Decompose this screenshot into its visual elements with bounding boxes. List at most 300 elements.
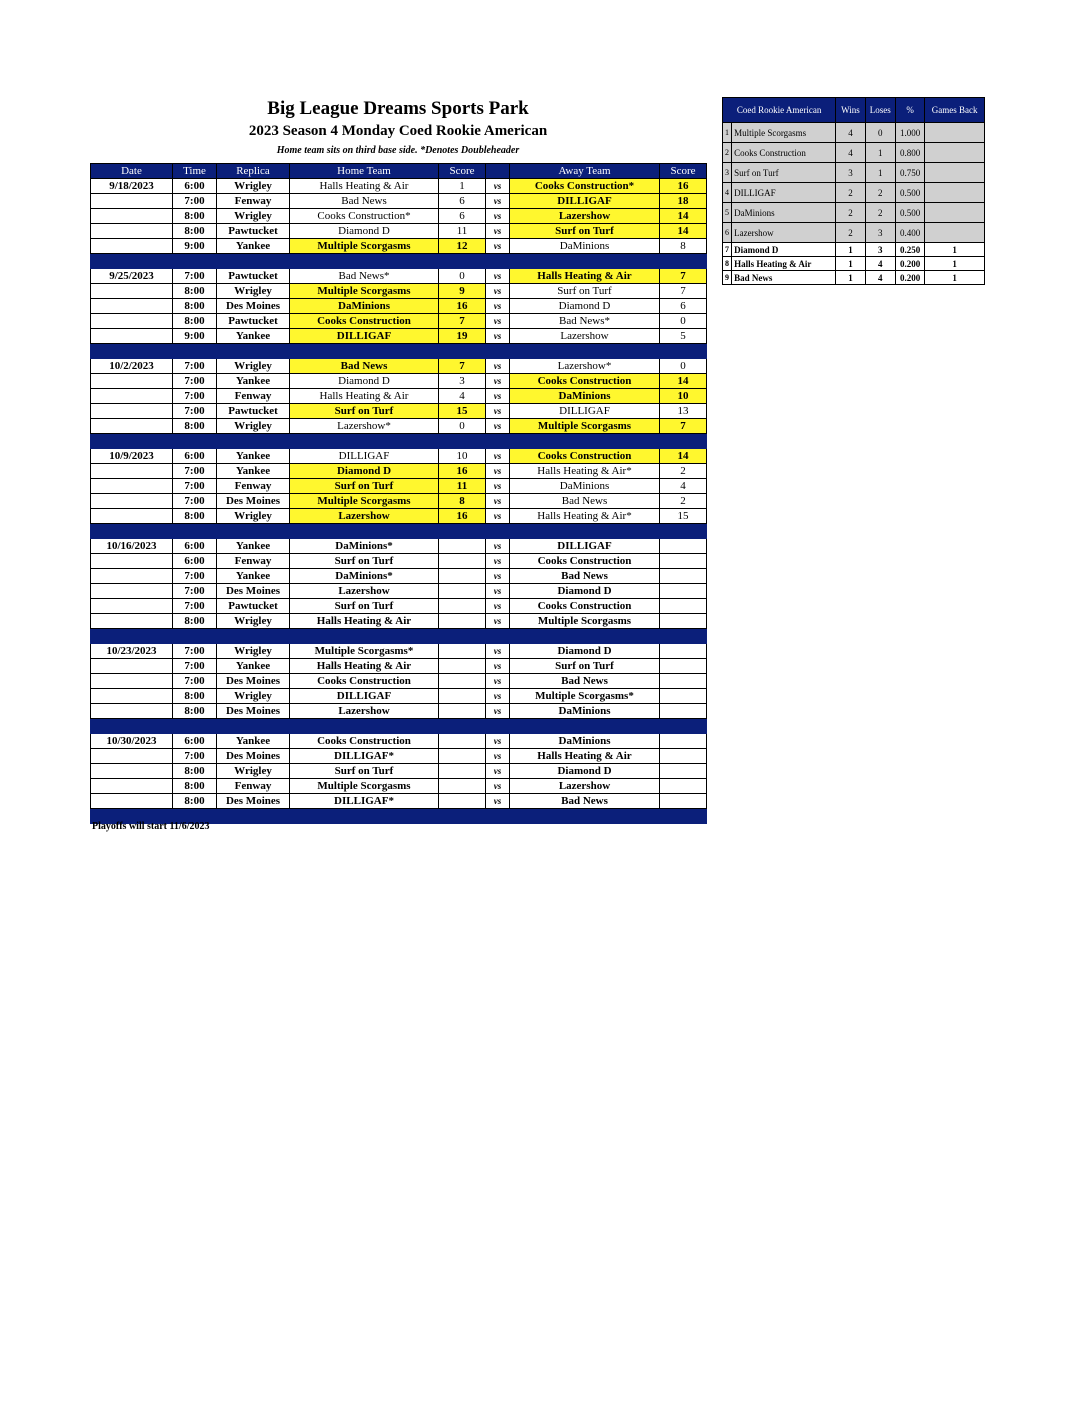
vs-label: vs: [486, 209, 510, 224]
park-title: Big League Dreams Sports Park: [267, 98, 529, 119]
separator-cell: [173, 434, 217, 449]
separator-cell: [173, 719, 217, 734]
game-row: [91, 224, 707, 239]
home-score: 12: [439, 239, 486, 254]
home-score: [439, 764, 486, 779]
game-field: Pawtucket: [217, 404, 290, 419]
game-row: [91, 764, 707, 779]
home-score: 11: [439, 479, 486, 494]
standings-team: Cooks Construction: [732, 143, 836, 163]
standings-pct: 0.250: [895, 243, 924, 257]
game-time: 8:00: [173, 794, 217, 809]
col-away-score: Score: [660, 164, 707, 179]
home-team: Lazershow: [290, 584, 439, 599]
game-date: [91, 284, 173, 299]
away-score: [660, 674, 707, 689]
standings-row: [723, 223, 985, 243]
game-row: [91, 479, 707, 494]
home-score: 16: [439, 464, 486, 479]
home-score: 16: [439, 509, 486, 524]
standings-pct: 0.200: [895, 271, 924, 285]
separator-cell: [290, 629, 439, 644]
vs-label: vs: [486, 194, 510, 209]
home-score: 10: [439, 449, 486, 464]
away-score: 13: [660, 404, 707, 419]
away-score: 5: [660, 329, 707, 344]
separator-cell: [217, 344, 290, 359]
game-row: [91, 374, 707, 389]
game-row: [91, 239, 707, 254]
standings-rank: 8: [723, 257, 732, 271]
game-date: [91, 509, 173, 524]
game-row: [91, 464, 707, 479]
home-score: [439, 539, 486, 554]
away-team: Diamond D: [510, 644, 660, 659]
game-row: [91, 644, 707, 659]
game-date: [91, 329, 173, 344]
home-score: [439, 689, 486, 704]
away-team: Surf on Turf: [510, 224, 660, 239]
home-team-note: Home team sits on third base side. *Denotes Doubleheader: [276, 145, 520, 156]
separator-cell: [486, 344, 510, 359]
vs-label: vs: [486, 389, 510, 404]
week-separator: [91, 524, 707, 539]
game-field: Yankee: [217, 569, 290, 584]
standings-games-back: 1: [925, 243, 985, 257]
away-score: 14: [660, 374, 707, 389]
game-date: [91, 494, 173, 509]
home-team: Cooks Construction*: [290, 209, 439, 224]
game-row: [91, 569, 707, 584]
game-time: 7:00: [173, 494, 217, 509]
game-date: [91, 704, 173, 719]
col-away-team: Away Team: [510, 164, 660, 179]
home-score: [439, 779, 486, 794]
standings-wins: 1: [836, 243, 865, 257]
away-score: 15: [660, 509, 707, 524]
away-score: 7: [660, 284, 707, 299]
standings-wins: 1: [836, 257, 865, 271]
away-team: Cooks Construction: [510, 599, 660, 614]
standings-col-pct: %: [895, 98, 924, 123]
home-team: Multiple Scorgasms: [290, 779, 439, 794]
home-team: Multiple Scorgasms: [290, 284, 439, 299]
schedule-table: [90, 163, 707, 824]
standings-row: [723, 257, 985, 271]
game-time: 8:00: [173, 764, 217, 779]
home-score: [439, 569, 486, 584]
vs-label: vs: [486, 269, 510, 284]
vs-label: vs: [486, 764, 510, 779]
standings-loses: 4: [865, 271, 895, 285]
game-row: [91, 449, 707, 464]
game-field: Des Moines: [217, 794, 290, 809]
home-team: DILLIGAF*: [290, 749, 439, 764]
vs-label: vs: [486, 374, 510, 389]
away-team: DaMinions: [510, 479, 660, 494]
away-team: Multiple Scorgasms: [510, 419, 660, 434]
game-date: [91, 674, 173, 689]
game-field: Yankee: [217, 539, 290, 554]
standings-pct: 0.750: [895, 163, 924, 183]
separator-cell: [660, 629, 707, 644]
game-date: [91, 374, 173, 389]
separator-cell: [486, 434, 510, 449]
week-separator: [91, 254, 707, 269]
vs-label: vs: [486, 464, 510, 479]
separator-cell: [486, 809, 510, 824]
away-score: [660, 554, 707, 569]
standings-loses: 1: [865, 143, 895, 163]
away-score: 7: [660, 269, 707, 284]
standings-wins: 1: [836, 271, 865, 285]
game-row: [91, 404, 707, 419]
home-team: Bad News: [290, 359, 439, 374]
col-date: Date: [91, 164, 173, 179]
home-score: [439, 749, 486, 764]
game-field: Fenway: [217, 479, 290, 494]
separator-cell: [173, 524, 217, 539]
standings-col-wins: Wins: [836, 98, 865, 123]
away-score: [660, 659, 707, 674]
game-date: [91, 689, 173, 704]
separator-cell: [660, 254, 707, 269]
separator-cell: [217, 719, 290, 734]
game-row: [91, 389, 707, 404]
away-team: Lazershow: [510, 779, 660, 794]
vs-label: vs: [486, 224, 510, 239]
separator-cell: [217, 809, 290, 824]
vs-label: vs: [486, 734, 510, 749]
away-score: 0: [660, 314, 707, 329]
game-date: [91, 584, 173, 599]
separator-cell: [510, 254, 660, 269]
away-score: 16: [660, 179, 707, 194]
standings-team: Bad News: [732, 271, 836, 285]
vs-label: vs: [486, 779, 510, 794]
home-team: Halls Heating & Air: [290, 179, 439, 194]
game-row: [91, 584, 707, 599]
week-separator: [91, 344, 707, 359]
separator-cell: [510, 809, 660, 824]
vs-label: vs: [486, 794, 510, 809]
week-separator: [91, 629, 707, 644]
vs-label: vs: [486, 314, 510, 329]
home-score: [439, 644, 486, 659]
game-time: 7:00: [173, 599, 217, 614]
game-date: [91, 239, 173, 254]
away-team: DILLIGAF: [510, 194, 660, 209]
game-field: Yankee: [217, 329, 290, 344]
home-team: Multiple Scorgasms: [290, 239, 439, 254]
game-date: 9/18/2023: [91, 179, 173, 194]
separator-cell: [486, 254, 510, 269]
standings-games-back: [925, 163, 985, 183]
home-team: Cooks Construction: [290, 314, 439, 329]
away-team: Diamond D: [510, 584, 660, 599]
vs-label: vs: [486, 749, 510, 764]
game-field: Fenway: [217, 779, 290, 794]
away-team: DaMinions: [510, 734, 660, 749]
game-row: [91, 659, 707, 674]
home-score: 16: [439, 299, 486, 314]
game-time: 8:00: [173, 209, 217, 224]
game-row: [91, 299, 707, 314]
away-team: Cooks Construction: [510, 374, 660, 389]
standings-wins: 2: [836, 183, 865, 203]
standings-rank: 9: [723, 271, 732, 285]
vs-label: vs: [486, 404, 510, 419]
away-team: Halls Heating & Air: [510, 269, 660, 284]
home-score: 0: [439, 269, 486, 284]
game-time: 8:00: [173, 314, 217, 329]
game-date: [91, 599, 173, 614]
vs-label: vs: [486, 239, 510, 254]
home-score: [439, 794, 486, 809]
game-time: 8:00: [173, 284, 217, 299]
home-score: [439, 614, 486, 629]
home-score: 0: [439, 419, 486, 434]
vs-label: vs: [486, 569, 510, 584]
away-team: Cooks Construction*: [510, 179, 660, 194]
standings-pct: 0.200: [895, 257, 924, 271]
game-time: 7:00: [173, 584, 217, 599]
vs-label: vs: [486, 599, 510, 614]
standings-wins: 4: [836, 123, 865, 143]
game-time: 7:00: [173, 464, 217, 479]
game-field: Wrigley: [217, 614, 290, 629]
home-score: 19: [439, 329, 486, 344]
separator-cell: [439, 809, 486, 824]
away-team: Multiple Scorgasms: [510, 614, 660, 629]
away-score: 14: [660, 224, 707, 239]
standings-pct: 1.000: [895, 123, 924, 143]
separator-cell: [486, 524, 510, 539]
separator-cell: [217, 524, 290, 539]
home-team: Halls Heating & Air: [290, 389, 439, 404]
standings-team: DILLIGAF: [732, 183, 836, 203]
separator-cell: [439, 524, 486, 539]
standings-header-row: [723, 98, 985, 123]
game-time: 6:00: [173, 179, 217, 194]
separator-cell: [217, 434, 290, 449]
vs-label: vs: [486, 614, 510, 629]
away-team: Multiple Scorgasms*: [510, 689, 660, 704]
game-time: 7:00: [173, 659, 217, 674]
game-row: [91, 734, 707, 749]
away-score: [660, 614, 707, 629]
home-score: 8: [439, 494, 486, 509]
home-score: [439, 659, 486, 674]
game-time: 6:00: [173, 734, 217, 749]
home-score: 4: [439, 389, 486, 404]
away-team: Lazershow: [510, 329, 660, 344]
game-date: [91, 554, 173, 569]
away-team: Diamond D: [510, 299, 660, 314]
vs-label: vs: [486, 419, 510, 434]
standings-rank: 7: [723, 243, 732, 257]
away-score: [660, 764, 707, 779]
vs-label: vs: [486, 659, 510, 674]
away-score: [660, 539, 707, 554]
standings-team: Halls Heating & Air: [732, 257, 836, 271]
away-score: [660, 749, 707, 764]
game-time: 9:00: [173, 329, 217, 344]
home-team: Lazershow*: [290, 419, 439, 434]
away-team: Lazershow: [510, 209, 660, 224]
separator-cell: [660, 719, 707, 734]
home-team: Multiple Scorgasms: [290, 494, 439, 509]
home-team: DILLIGAF*: [290, 794, 439, 809]
standings-row: [723, 271, 985, 285]
away-score: 14: [660, 449, 707, 464]
separator-cell: [660, 524, 707, 539]
home-team: Halls Heating & Air: [290, 659, 439, 674]
home-team: Cooks Construction: [290, 734, 439, 749]
home-team: DaMinions*: [290, 539, 439, 554]
playoffs-note: Playoffs will start 11/6/2023: [92, 821, 210, 832]
vs-label: vs: [486, 704, 510, 719]
home-team: Lazershow: [290, 509, 439, 524]
game-field: Des Moines: [217, 704, 290, 719]
game-field: Wrigley: [217, 284, 290, 299]
separator-cell: [217, 629, 290, 644]
game-time: 7:00: [173, 194, 217, 209]
game-row: [91, 269, 707, 284]
away-score: 2: [660, 464, 707, 479]
game-field: Pawtucket: [217, 599, 290, 614]
away-score: 2: [660, 494, 707, 509]
standings-pct: 0.800: [895, 143, 924, 163]
standings-games-back: [925, 223, 985, 243]
game-time: 6:00: [173, 539, 217, 554]
game-row: [91, 674, 707, 689]
away-team: Halls Heating & Air: [510, 749, 660, 764]
standings-loses: 2: [865, 183, 895, 203]
game-date: [91, 224, 173, 239]
home-score: 1: [439, 179, 486, 194]
col-home-team: Home Team: [290, 164, 439, 179]
standings-games-back: 1: [925, 271, 985, 285]
home-team: Bad News*: [290, 269, 439, 284]
standings-pct: 0.500: [895, 203, 924, 223]
standings-loses: 3: [865, 223, 895, 243]
home-team: Surf on Turf: [290, 404, 439, 419]
game-field: Pawtucket: [217, 269, 290, 284]
vs-label: vs: [486, 299, 510, 314]
game-time: 8:00: [173, 299, 217, 314]
season-title: 2023 Season 4 Monday Coed Rookie American: [248, 123, 548, 139]
game-row: [91, 209, 707, 224]
home-score: [439, 674, 486, 689]
game-date: [91, 779, 173, 794]
home-score: 3: [439, 374, 486, 389]
separator-cell: [510, 719, 660, 734]
separator-cell: [290, 719, 439, 734]
game-row: [91, 689, 707, 704]
game-row: [91, 539, 707, 554]
vs-label: vs: [486, 359, 510, 374]
game-row: [91, 314, 707, 329]
standings-loses: 2: [865, 203, 895, 223]
game-time: 7:00: [173, 374, 217, 389]
home-team: Surf on Turf: [290, 554, 439, 569]
game-row: [91, 329, 707, 344]
away-score: [660, 599, 707, 614]
home-team: DILLIGAF: [290, 689, 439, 704]
separator-cell: [91, 629, 173, 644]
separator-cell: [510, 524, 660, 539]
game-date: [91, 749, 173, 764]
game-field: Des Moines: [217, 749, 290, 764]
separator-cell: [486, 629, 510, 644]
game-date: [91, 209, 173, 224]
separator-cell: [439, 344, 486, 359]
away-team: Lazershow*: [510, 359, 660, 374]
vs-label: vs: [486, 689, 510, 704]
standings-games-back: [925, 123, 985, 143]
home-score: 7: [439, 359, 486, 374]
home-team: DaMinions: [290, 299, 439, 314]
standings-wins: 2: [836, 203, 865, 223]
game-field: Wrigley: [217, 509, 290, 524]
home-team: DaMinions*: [290, 569, 439, 584]
home-score: 11: [439, 224, 486, 239]
standings-wins: 2: [836, 223, 865, 243]
game-time: 8:00: [173, 224, 217, 239]
game-date: [91, 419, 173, 434]
separator-cell: [290, 809, 439, 824]
game-time: 8:00: [173, 614, 217, 629]
away-team: Bad News*: [510, 314, 660, 329]
game-row: [91, 599, 707, 614]
game-time: 8:00: [173, 509, 217, 524]
away-score: 10: [660, 389, 707, 404]
separator-cell: [660, 809, 707, 824]
game-field: Wrigley: [217, 764, 290, 779]
game-field: Pawtucket: [217, 224, 290, 239]
separator-cell: [660, 434, 707, 449]
separator-cell: [439, 719, 486, 734]
game-field: Wrigley: [217, 209, 290, 224]
standings-rank: 5: [723, 203, 732, 223]
away-team: Bad News: [510, 794, 660, 809]
vs-label: vs: [486, 179, 510, 194]
vs-label: vs: [486, 674, 510, 689]
standings-rank: 6: [723, 223, 732, 243]
game-time: 7:00: [173, 644, 217, 659]
game-time: 8:00: [173, 419, 217, 434]
game-date: 10/16/2023: [91, 539, 173, 554]
away-score: 14: [660, 209, 707, 224]
separator-cell: [173, 629, 217, 644]
standings-rank: 1: [723, 123, 732, 143]
standings-rank: 3: [723, 163, 732, 183]
away-score: [660, 704, 707, 719]
game-time: 7:00: [173, 404, 217, 419]
away-score: [660, 794, 707, 809]
vs-label: vs: [486, 494, 510, 509]
standings-games-back: [925, 143, 985, 163]
standings-team: Diamond D: [732, 243, 836, 257]
game-field: Fenway: [217, 194, 290, 209]
game-time: 7:00: [173, 674, 217, 689]
game-time: 7:00: [173, 269, 217, 284]
game-time: 8:00: [173, 689, 217, 704]
standings-rank: 4: [723, 183, 732, 203]
game-row: [91, 179, 707, 194]
home-score: [439, 554, 486, 569]
